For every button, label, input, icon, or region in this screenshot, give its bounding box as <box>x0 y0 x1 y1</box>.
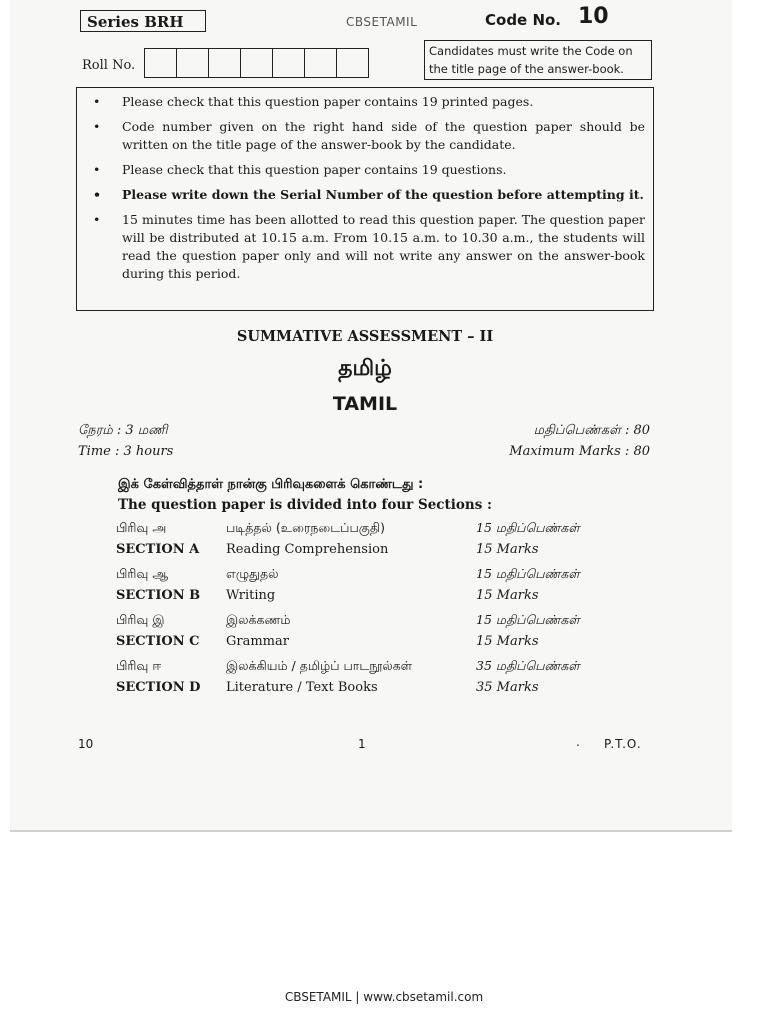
section-marks: 35 Marks <box>476 680 539 695</box>
footer-pto: P.T.O. <box>604 737 642 751</box>
section-label: பிரிவு ஈ <box>116 658 162 673</box>
section-name: Writing <box>226 588 276 603</box>
instruction-item <box>89 93 645 111</box>
site-footer[interactable]: CBSETAMIL | www.cbsetamil.com <box>284 990 484 1004</box>
instruction-item <box>89 161 645 179</box>
division-note-tamil: இக் கேள்வித்தாள் நான்கு பிரிவுகளைக் கொண்டது : <box>118 477 424 492</box>
section-marks: 15 Marks <box>476 634 539 649</box>
code-number: 10 <box>578 4 609 29</box>
section-name: படித்தல் (உரைநடைப்பகுதி) <box>226 520 385 535</box>
time-tamil: நேரம் : 3 மணி <box>78 423 168 438</box>
section-label: SECTION D <box>116 680 201 695</box>
instruction-item <box>89 211 645 283</box>
section-row-english <box>116 634 656 654</box>
roll-box <box>273 49 305 77</box>
candidate-code-note <box>424 40 652 80</box>
section-label: SECTION B <box>116 588 201 603</box>
section-name: எழுதுதல் <box>226 566 279 581</box>
section-row-tamil <box>116 566 656 586</box>
instructions-list <box>89 93 645 283</box>
instruction-item <box>89 186 645 204</box>
bullet: • <box>93 119 101 134</box>
code-label: Code No. <box>485 11 562 29</box>
instruction-text: Please check that this question paper contains 19 printed pages. <box>122 94 534 109</box>
roll-box <box>145 49 177 77</box>
section-row-english <box>116 542 656 562</box>
section-row-english <box>116 680 656 700</box>
section-label: SECTION A <box>116 542 200 557</box>
section-label: SECTION C <box>116 634 200 649</box>
section-marks: 15 Marks <box>476 588 539 603</box>
instruction-text: Code number given on the right hand side of the question paper should be written on the title page of the answer-book by the candidate. <box>122 119 645 152</box>
assessment-title: SUMMATIVE ASSESSMENT – II <box>236 328 494 345</box>
candidate-note-line: the title page of the answer-book. <box>429 62 624 76</box>
section-row-tamil <box>116 520 656 540</box>
subject-title-english: TAMIL <box>332 393 398 415</box>
section-row-tamil <box>116 658 656 678</box>
section-label: பிரிவு ஆ <box>116 566 169 581</box>
section-marks: 15 மதிப்பெண்கள் <box>476 520 580 535</box>
section-name: Grammar <box>226 634 289 649</box>
roll-box <box>209 49 241 77</box>
footer-dot: . <box>576 735 580 749</box>
bullet: • <box>93 187 101 202</box>
bullet: • <box>93 212 101 227</box>
section-marks: 35 மதிப்பெண்கள் <box>476 658 580 673</box>
division-note-english: The question paper is divided into four Sections : <box>118 497 492 513</box>
instruction-text: Please write down the Serial Number of the question before attempting it. <box>122 187 644 202</box>
footer-code: 10 <box>78 737 94 751</box>
instruction-text: Please check that this question paper contains 19 questions. <box>122 162 507 177</box>
instruction-text: 15 minutes time has been allotted to read this question paper. The question paper will be distributed at 10.15 a.m. From 10.15 a.m. to 10.30 a.m., the students will read the question paper only and will not write any answer on the answer-book during this period. <box>122 212 645 281</box>
roll-box <box>337 49 368 77</box>
section-row-english <box>116 588 656 608</box>
section-row-tamil <box>116 612 656 632</box>
section-name: Reading Comprehension <box>226 542 389 557</box>
roll-number-boxes <box>144 48 369 78</box>
instruction-item <box>89 118 645 154</box>
roll-box <box>241 49 273 77</box>
section-name: Literature / Text Books <box>226 680 378 695</box>
section-name: இலக்கணம் <box>226 612 291 627</box>
max-marks-english: Maximum Marks : 80 <box>509 444 650 459</box>
watermark: CBSETAMIL <box>346 15 418 29</box>
candidate-note-line: Candidates must write the Code on <box>429 44 633 58</box>
roll-box <box>177 49 209 77</box>
roll-box <box>305 49 337 77</box>
max-marks-tamil: மதிப்பெண்கள் : 80 <box>533 423 650 438</box>
section-marks: 15 மதிப்பெண்கள் <box>476 566 580 581</box>
footer-page-number: 1 <box>358 737 366 751</box>
subject-title-tamil: தமிழ் <box>338 356 392 381</box>
series-box: Series BRH <box>80 10 206 32</box>
roll-number-label: Roll No. <box>82 58 136 73</box>
section-marks: 15 மதிப்பெண்கள் <box>476 612 580 627</box>
bullet: • <box>93 94 101 109</box>
bullet: • <box>93 162 101 177</box>
time-english: Time : 3 hours <box>78 444 174 459</box>
section-label: பிரிவு அ <box>116 520 167 535</box>
section-marks: 15 Marks <box>476 542 539 557</box>
section-label: பிரிவு இ <box>116 612 165 627</box>
instructions-box <box>76 87 654 311</box>
section-name: இலக்கியம் / தமிழ்ப் பாடநூல்கள் <box>226 658 413 673</box>
